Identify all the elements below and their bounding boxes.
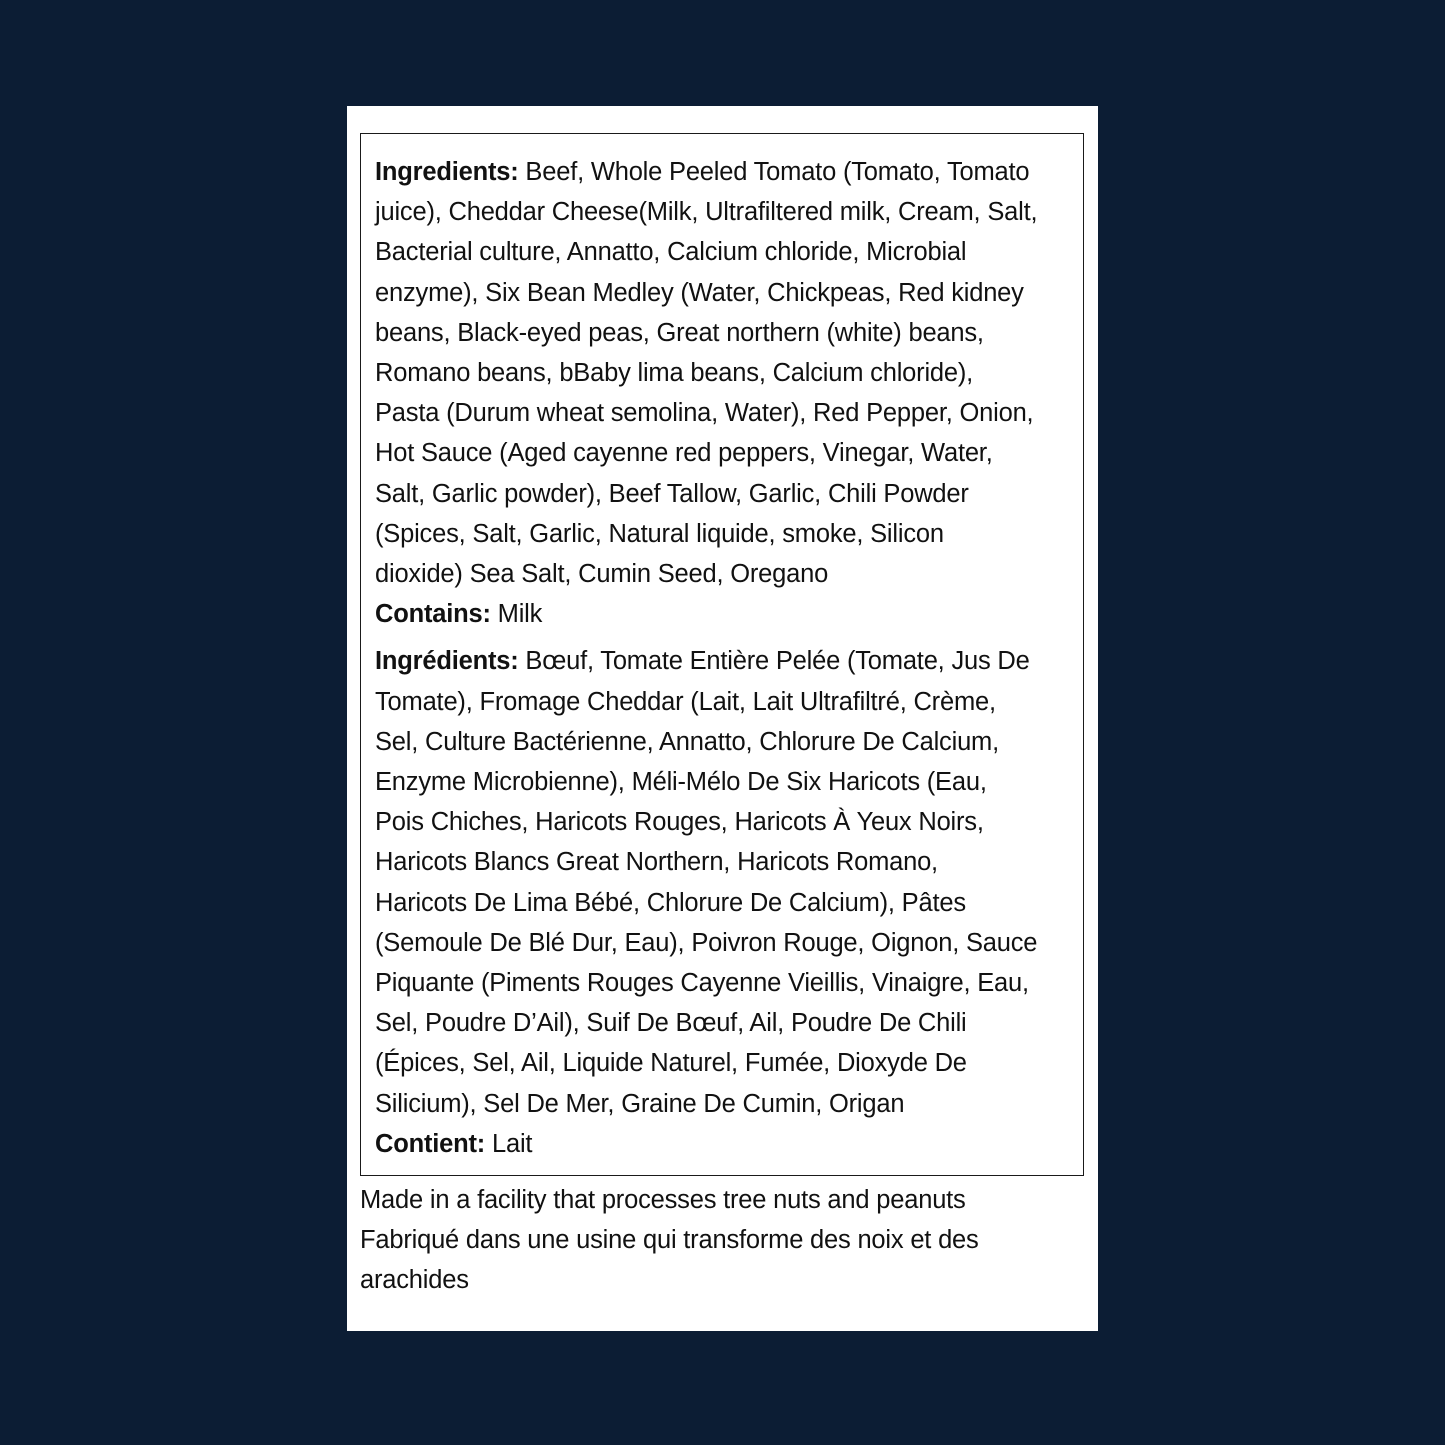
english-ingredients-line: Pasta (Durum wheat semolina, Water), Red Pepper, Onion, bbox=[375, 399, 1034, 428]
french-ingredients-line: Ingrédients: Bœuf, Tomate Entière Pelée (Tomate, Jus De bbox=[375, 647, 1030, 676]
english-ingredients-heading: Ingredients: bbox=[375, 158, 519, 186]
english-contains-value: Milk bbox=[490, 600, 543, 629]
facility-notice-line: Fabriqué dans une usine qui transforme des noix et des bbox=[360, 1226, 979, 1255]
french-ingredients-line: Piquante (Piments Rouges Cayenne Vieillis, Vinaigre, Eau, bbox=[375, 969, 1029, 998]
french-ingredients-line: Sel, Poudre D’Ail), Suif De Bœuf, Ail, Poudre De Chili bbox=[375, 1009, 967, 1038]
ingredient-label-card bbox=[347, 106, 1098, 1331]
french-ingredients-line: (Semoule De Blé Dur, Eau), Poivron Rouge, Oignon, Sauce bbox=[375, 928, 1038, 957]
english-ingredients-line: Ingredients: Beef, Whole Peeled Tomato (Tomato, Tomato bbox=[375, 158, 1030, 186]
french-ingredients-line: Haricots Blancs Great Northern, Haricots Romano, bbox=[375, 848, 938, 877]
english-ingredients-line: (Spices, Salt, Garlic, Natural liquide, smoke, Silicon bbox=[375, 519, 944, 548]
facility-notice bbox=[360, 1180, 1084, 1301]
french-ingredients-line: (Épices, Sel, Ail, Liquide Naturel, Fumée, Dioxyde De bbox=[375, 1049, 967, 1078]
english-ingredients-line: Salt, Garlic powder), Beef Tallow, Garlic, Chili Powder bbox=[375, 479, 969, 508]
facility-notice-line: Made in a facility that processes tree nuts and peanuts bbox=[360, 1186, 966, 1214]
french-ingredients-line: Silicium), Sel De Mer, Graine De Cumin, Origan bbox=[375, 1089, 905, 1118]
english-ingredients-line: Romano beans, bBaby lima beans, Calcium chloride), bbox=[375, 359, 974, 388]
french-ingredients bbox=[375, 641, 1083, 1164]
french-ingredients-line: Haricots De Lima Bébé, Chlorure De Calcium), Pâtes bbox=[375, 888, 966, 917]
french-contains bbox=[375, 1124, 1083, 1164]
english-ingredients-line: beans, Black-eyed peas, Great northern (white) beans, bbox=[375, 318, 984, 347]
english-ingredients-line: juice), Cheddar Cheese(Milk, Ultrafiltered milk, Cream, Salt, bbox=[375, 198, 1038, 227]
facility-notice-line: arachides bbox=[360, 1266, 469, 1295]
english-ingredients bbox=[375, 152, 1083, 634]
english-ingredients-line: dioxide) Sea Salt, Cumin Seed, Oregano bbox=[375, 560, 829, 589]
english-ingredients-line: Bacterial culture, Annatto, Calcium chloride, Microbial bbox=[375, 238, 967, 267]
french-ingredients-line: Tomate), Fromage Cheddar (Lait, Lait Ultrafiltré, Crème, bbox=[375, 687, 996, 716]
ingredients-box bbox=[360, 133, 1084, 1176]
english-ingredients-line: Hot Sauce (Aged cayenne red peppers, Vinegar, Water, bbox=[375, 439, 993, 468]
french-contains-value: Lait bbox=[485, 1129, 533, 1158]
french-ingredients-heading: Ingrédients: bbox=[375, 647, 519, 676]
english-ingredients-line: enzyme), Six Bean Medley (Water, Chickpeas, Red kidney bbox=[375, 278, 1024, 307]
french-ingredients-line: Enzyme Microbienne), Méli-Mélo De Six Haricots (Eau, bbox=[375, 768, 987, 797]
english-contains bbox=[375, 594, 1083, 634]
section-gap bbox=[375, 634, 1083, 641]
french-ingredients-line: Sel, Culture Bactérienne, Annatto, Chlorure De Calcium, bbox=[375, 727, 999, 756]
french-contains-label: Contient: bbox=[375, 1129, 486, 1158]
english-contains-label: Contains: bbox=[375, 600, 491, 629]
french-ingredients-line: Pois Chiches, Haricots Rouges, Haricots À Yeux Noirs, bbox=[375, 808, 984, 837]
